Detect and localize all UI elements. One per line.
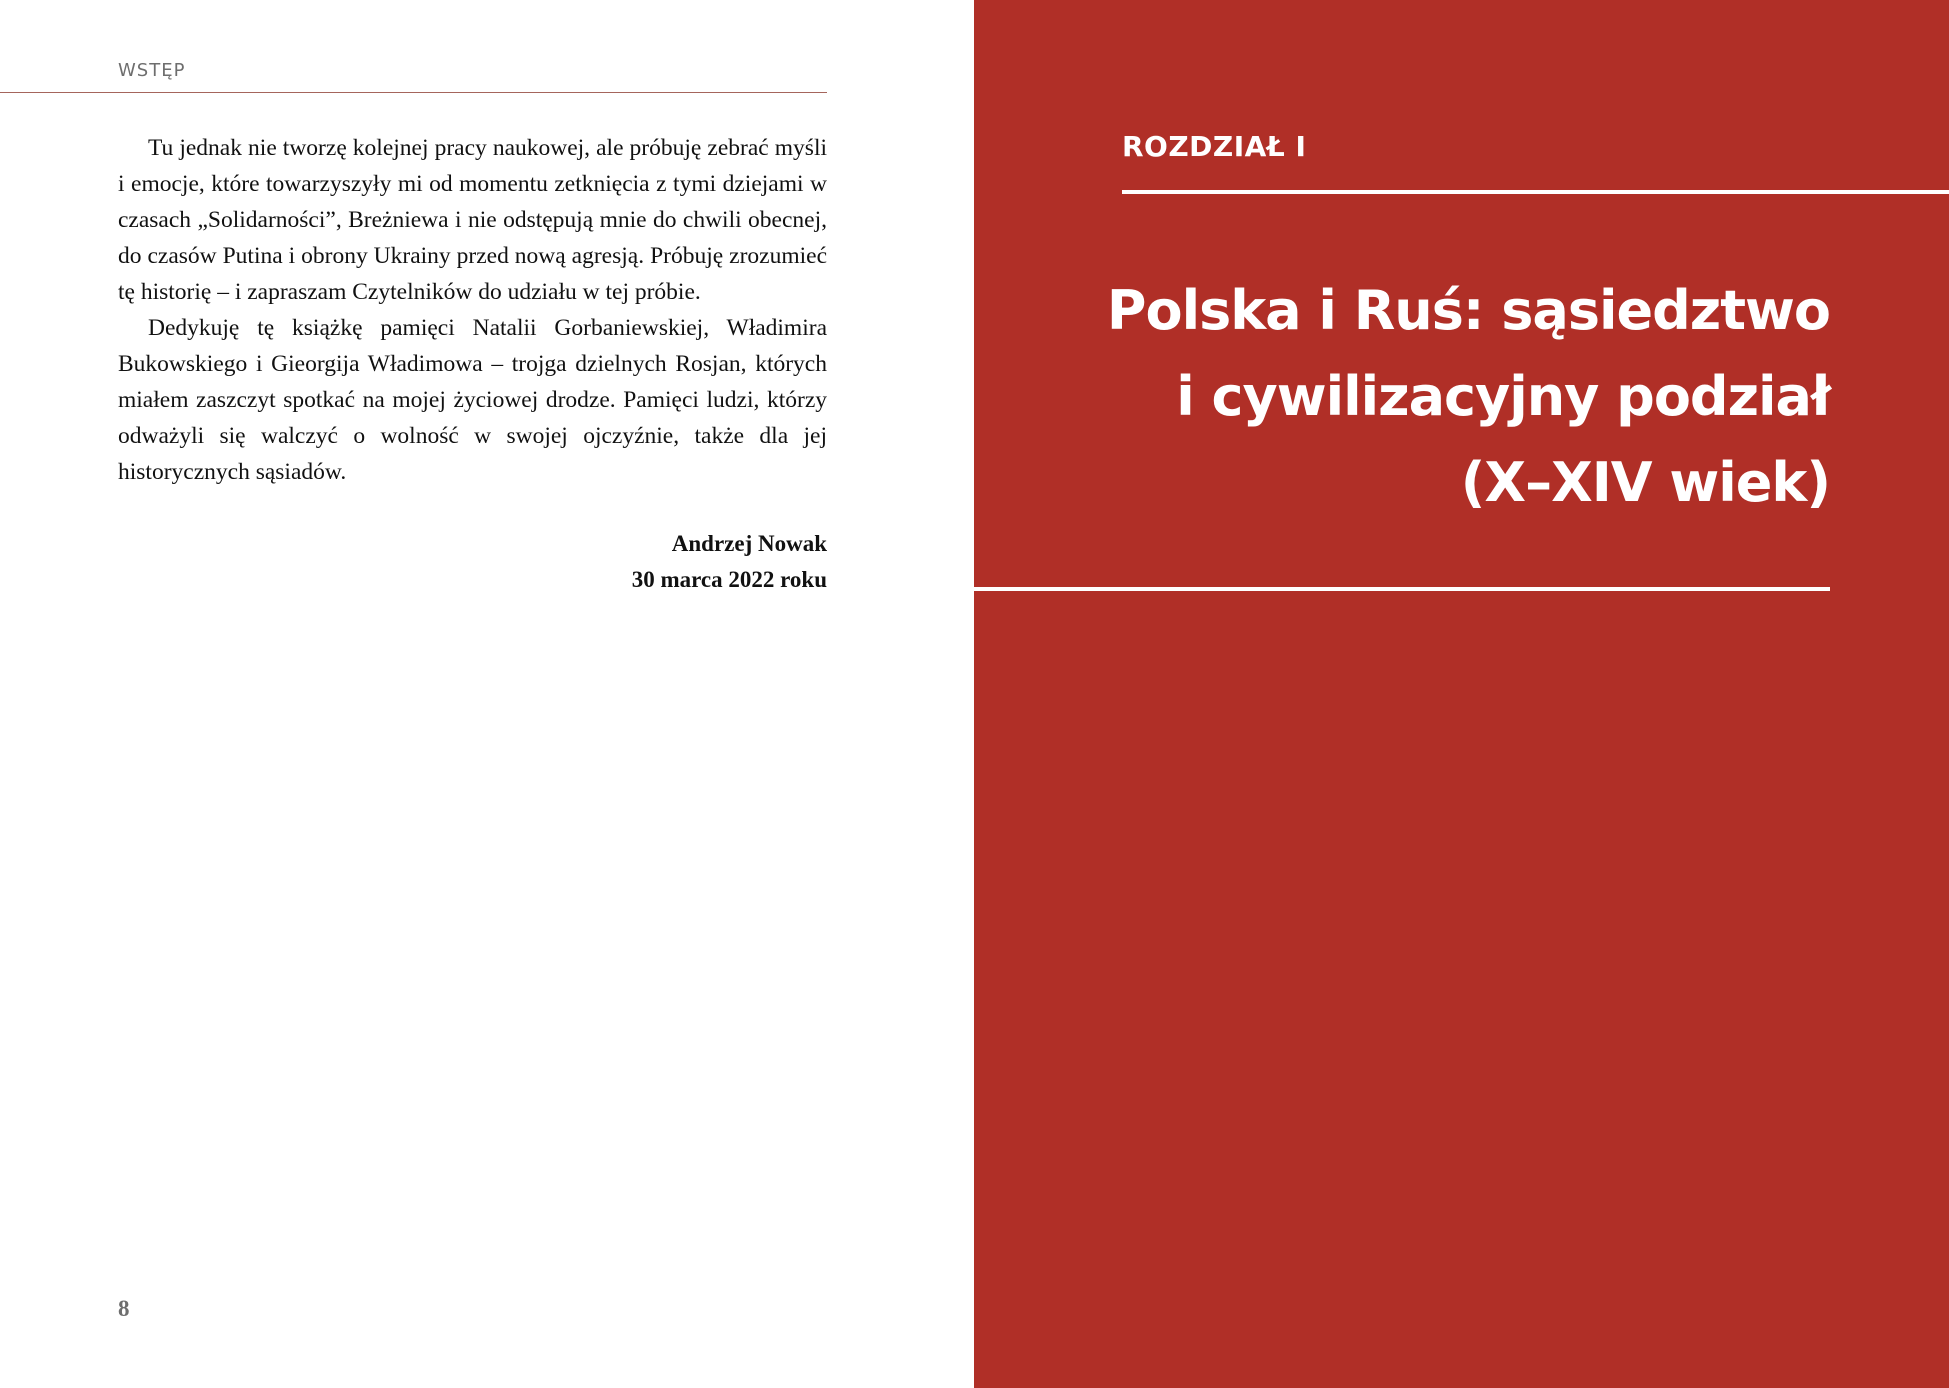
chapter-label: ROZDZIAŁ I (1122, 130, 1307, 163)
paragraph: Dedykuję tę książkę pamięci Natalii Gorbaniewskiej, Władimira Bukowskiego i Gieorgija Władimowa – trojga dzielnych Rosjan, których miałem zaszczyt spotkać na mojej życiowej drodze. Pamięci ludzi, którzy odważyli się walczyć o wolność w swojej ojczyźnie, także dla jej historycznych sąsiadów. (118, 315, 827, 485)
body-text (118, 130, 827, 490)
left-page (0, 0, 974, 1388)
running-head: WSTĘP (118, 60, 186, 81)
chapter-label-rule (1122, 190, 1949, 194)
chapter-title-line: Polska i Ruś: sąsiedztwo (1106, 279, 1830, 342)
running-head-rule (0, 92, 827, 93)
chapter-title-line: i cywilizacyjny podział (1176, 365, 1830, 428)
signature (118, 526, 827, 598)
signature-author: Andrzej Nowak (671, 531, 827, 556)
chapter-title-line: (X–XIV wiek) (1460, 451, 1830, 514)
signature-date: 30 marca 2022 roku (631, 567, 827, 592)
chapter-title-rule (974, 587, 1830, 591)
chapter-title (1070, 268, 1830, 526)
chapter-opening-page (974, 0, 1949, 1388)
paragraph: Tu jednak nie tworzę kolejnej pracy naukowej, ale próbuję zebrać myśli i emocje, które towarzyszyły mi od momentu zetknięcia z tymi dziejami w czasach „Solidarności”, Breżniewa i nie odstępują mnie do chwili obecnej, do czasów Putina i obrony Ukrainy przed nową agresją. Próbuję zrozumieć tę historię – i zapraszam Czytelników do udziału w tej próbie. (118, 135, 827, 305)
page-number: 8 (118, 1296, 130, 1321)
